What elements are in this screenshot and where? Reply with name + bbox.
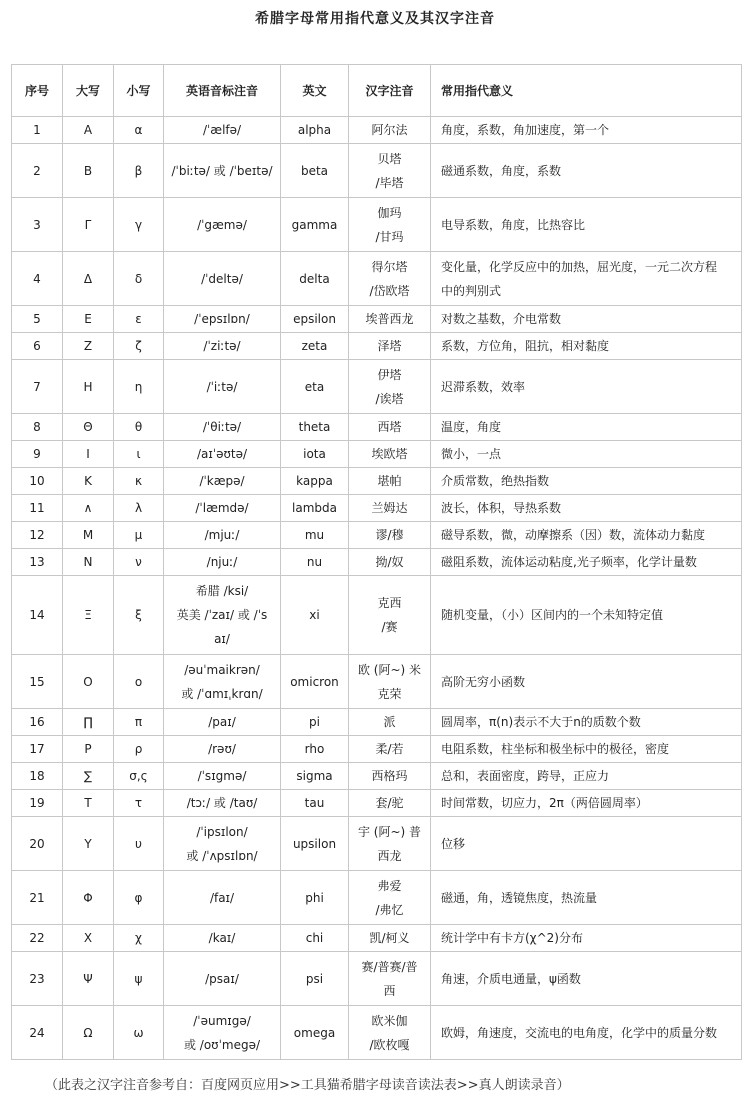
chinese-transcription-cell-line: 伽玛	[377, 205, 402, 220]
phonetic-cell	[164, 522, 281, 549]
uppercase-letter: Τ	[63, 790, 114, 817]
phonetic-cell-line: 英美 /ˈzaɪ/ 或 /ˈs	[176, 608, 268, 622]
lowercase-letter: κ	[114, 468, 164, 495]
meaning-cell-line: 圆周率，π(n)表示不大于n的质数个数	[441, 715, 641, 729]
row-index: 17	[12, 736, 63, 763]
lowercase-letter: θ	[114, 414, 164, 441]
header-common-meaning: 常用指代意义	[431, 65, 742, 117]
table-row	[12, 736, 742, 763]
phonetic-cell-line: /ˈziːtə/	[203, 339, 241, 353]
meaning-cell	[431, 441, 742, 468]
uppercase-letter: Ν	[63, 549, 114, 576]
meaning-cell	[431, 736, 742, 763]
phonetic-cell	[164, 144, 281, 198]
uppercase-letter: Ε	[63, 306, 114, 333]
phonetic-cell	[164, 817, 281, 871]
chinese-transcription-cell-line: 欧米伽	[371, 1013, 408, 1028]
uppercase-letter: Ζ	[63, 333, 114, 360]
meaning-cell-line: 系数，方位角，阻抗，相对黏度	[441, 339, 610, 353]
uppercase-letter: Ρ	[63, 736, 114, 763]
meaning-cell	[431, 871, 742, 925]
english-name: rho	[281, 736, 349, 763]
meaning-cell	[431, 495, 742, 522]
meaning-cell-line: 温度，角度	[441, 420, 502, 434]
lowercase-letter: η	[114, 360, 164, 414]
english-name: theta	[281, 414, 349, 441]
row-index: 7	[12, 360, 63, 414]
row-index: 14	[12, 576, 63, 655]
chinese-transcription-cell-line: 宇 (阿~) 普	[357, 824, 422, 839]
chinese-transcription-cell	[349, 763, 431, 790]
chinese-transcription-cell-line: 弗爱	[377, 878, 402, 893]
meaning-cell-line: 高阶无穷小函数	[441, 674, 526, 689]
phonetic-cell	[164, 549, 281, 576]
english-name: beta	[281, 144, 349, 198]
header-phonetic: 英语音标注音	[164, 65, 281, 117]
phonetic-cell	[164, 333, 281, 360]
chinese-transcription-cell	[349, 549, 431, 576]
english-name: xi	[281, 576, 349, 655]
lowercase-letter: ν	[114, 549, 164, 576]
phonetic-cell	[164, 414, 281, 441]
table-row	[12, 790, 742, 817]
table-row	[12, 414, 742, 441]
table-row	[12, 495, 742, 522]
uppercase-letter: ∏	[63, 709, 114, 736]
phonetic-cell	[164, 360, 281, 414]
chinese-transcription-cell-line: 欧 (阿~) 米	[357, 662, 422, 677]
lowercase-letter: ω	[114, 1006, 164, 1060]
phonetic-cell-line: /ˈθiːtə/	[202, 420, 242, 434]
chinese-transcription-cell-line: 套/驼	[375, 796, 404, 810]
phonetic-cell-line: 或 /oʊˈmegə/	[183, 1037, 261, 1052]
table-body	[12, 117, 742, 1060]
meaning-cell-line: 统计学中有卡方(χ^2)分布	[441, 931, 583, 945]
row-index: 23	[12, 952, 63, 1006]
table-row	[12, 198, 742, 252]
meaning-cell	[431, 1006, 742, 1060]
meaning-cell-line: 电导系数，角度，比热容比	[441, 217, 586, 232]
phonetic-cell-line: /ˈəumɪgə/	[193, 1013, 251, 1028]
phonetic-cell-line: /əuˈmaikrən/	[184, 662, 260, 677]
phonetic-cell	[164, 576, 281, 655]
row-index: 10	[12, 468, 63, 495]
phonetic-cell-line: 或 /ˈɑmɪˌkrɑn/	[181, 686, 263, 701]
uppercase-letter: Κ	[63, 468, 114, 495]
chinese-transcription-cell-line: 阿尔法	[371, 123, 408, 137]
uppercase-letter: Χ	[63, 925, 114, 952]
meaning-cell-line: 磁阻系数，流体运动粘度,光子频率，化学计量数	[441, 555, 697, 569]
chinese-transcription-cell	[349, 441, 431, 468]
table-row	[12, 441, 742, 468]
phonetic-cell-line: /ˈsɪgmə/	[197, 769, 247, 783]
meaning-cell	[431, 252, 742, 306]
row-index: 5	[12, 306, 63, 333]
phonetic-cell	[164, 1006, 281, 1060]
phonetic-cell-line: /njuː/	[206, 555, 238, 569]
table-header-row	[12, 65, 742, 117]
phonetic-cell-line: /ˈgæmə/	[197, 217, 247, 232]
phonetic-cell	[164, 198, 281, 252]
chinese-transcription-cell-line: 埃普西龙	[365, 312, 414, 326]
row-index: 8	[12, 414, 63, 441]
table-row	[12, 925, 742, 952]
row-index: 12	[12, 522, 63, 549]
english-name: upsilon	[281, 817, 349, 871]
chinese-transcription-cell	[349, 709, 431, 736]
lowercase-letter: ζ	[114, 333, 164, 360]
phonetic-cell-line: /kaɪ/	[208, 931, 236, 945]
header-english: 英文	[281, 65, 349, 117]
uppercase-letter: Ω	[63, 1006, 114, 1060]
chinese-transcription-cell-line: 赛/普赛/普	[361, 959, 418, 974]
meaning-cell	[431, 549, 742, 576]
meaning-cell	[431, 468, 742, 495]
phonetic-cell	[164, 495, 281, 522]
chinese-transcription-cell	[349, 522, 431, 549]
phonetic-cell	[164, 736, 281, 763]
uppercase-letter: ∑	[63, 763, 114, 790]
phonetic-cell-line: /tɔː/ 或 /taʊ/	[186, 796, 258, 810]
english-name: alpha	[281, 117, 349, 144]
lowercase-letter: β	[114, 144, 164, 198]
phonetic-cell-line: /ˈkæpə/	[199, 474, 245, 488]
uppercase-letter: Φ	[63, 871, 114, 925]
chinese-transcription-cell-line: 西	[383, 983, 396, 998]
chinese-transcription-cell	[349, 790, 431, 817]
table-row	[12, 306, 742, 333]
meaning-cell-line: 对数之基数，介电常数	[441, 312, 562, 326]
english-name: omega	[281, 1006, 349, 1060]
greek-alphabet-table	[11, 64, 742, 1060]
phonetic-cell	[164, 306, 281, 333]
meaning-cell	[431, 763, 742, 790]
meaning-cell	[431, 925, 742, 952]
row-index: 3	[12, 198, 63, 252]
meaning-cell	[431, 198, 742, 252]
meaning-cell	[431, 709, 742, 736]
english-name: epsilon	[281, 306, 349, 333]
english-name: eta	[281, 360, 349, 414]
chinese-transcription-cell-line: 兰姆达	[371, 501, 408, 515]
meaning-cell	[431, 817, 742, 871]
chinese-transcription-cell	[349, 117, 431, 144]
table-row	[12, 252, 742, 306]
phonetic-cell-line: /ˈepsɪlɒn/	[194, 312, 250, 326]
meaning-cell-line: 电阻系数，柱坐标和极坐标中的极径，密度	[441, 742, 670, 756]
lowercase-letter: μ	[114, 522, 164, 549]
header-uppercase: 大写	[63, 65, 114, 117]
chinese-transcription-cell	[349, 817, 431, 871]
phonetic-cell-line: /mjuː/	[204, 528, 240, 542]
chinese-transcription-cell-line: 伊塔	[377, 367, 402, 382]
table-row	[12, 549, 742, 576]
english-name: nu	[281, 549, 349, 576]
row-index: 20	[12, 817, 63, 871]
source-note: （此表之汉字注音参考自：百度网页应用>>工具猫希腊字母读音读法表>>真人朗读录音）	[45, 1078, 570, 1093]
lowercase-letter: ψ	[114, 952, 164, 1006]
meaning-cell	[431, 655, 742, 709]
meaning-cell-line: 位移	[441, 836, 466, 851]
header-index: 序号	[12, 65, 63, 117]
table-row	[12, 360, 742, 414]
chinese-transcription-cell-line: /赛	[381, 620, 398, 634]
lowercase-letter: χ	[114, 925, 164, 952]
chinese-transcription-cell-line: 泽塔	[377, 339, 402, 353]
uppercase-letter: ∧	[63, 495, 114, 522]
meaning-cell	[431, 952, 742, 1006]
english-name: sigma	[281, 763, 349, 790]
meaning-cell	[431, 790, 742, 817]
lowercase-letter: ο	[114, 655, 164, 709]
chinese-transcription-cell	[349, 925, 431, 952]
meaning-cell-line: 时间常数，切应力，2π（两倍圆周率）	[441, 796, 648, 810]
table-row	[12, 655, 742, 709]
uppercase-letter: Γ	[63, 198, 114, 252]
phonetic-cell	[164, 117, 281, 144]
meaning-cell	[431, 414, 742, 441]
table-row	[12, 144, 742, 198]
phonetic-cell	[164, 655, 281, 709]
chinese-transcription-cell	[349, 360, 431, 414]
chinese-transcription-cell-line: /毕塔	[375, 175, 404, 190]
chinese-transcription-cell	[349, 736, 431, 763]
meaning-cell-line: 波长，体积，导热系数	[441, 501, 562, 515]
phonetic-cell	[164, 252, 281, 306]
phonetic-cell-line: /paɪ/	[208, 715, 236, 729]
lowercase-letter: π	[114, 709, 164, 736]
chinese-transcription-cell	[349, 655, 431, 709]
english-name: iota	[281, 441, 349, 468]
row-index: 2	[12, 144, 63, 198]
row-index: 19	[12, 790, 63, 817]
english-name: phi	[281, 871, 349, 925]
meaning-cell	[431, 576, 742, 655]
lowercase-letter: γ	[114, 198, 164, 252]
table-row	[12, 333, 742, 360]
phonetic-cell-line: /aɪˈəʊtə/	[196, 447, 248, 461]
meaning-cell-line: 磁导系数，微，动摩擦系（因）数，流体动力黏度	[441, 528, 706, 542]
table-row	[12, 1006, 742, 1060]
table-row	[12, 117, 742, 144]
phonetic-cell-line: /ˈiːtə/	[206, 379, 238, 394]
meaning-cell-line: 迟滞系数，效率	[441, 379, 526, 394]
chinese-transcription-cell-line: 克西	[377, 596, 402, 610]
chinese-transcription-cell	[349, 952, 431, 1006]
header-lowercase: 小写	[114, 65, 164, 117]
phonetic-cell-line: /faɪ/	[209, 890, 235, 905]
lowercase-letter: ξ	[114, 576, 164, 655]
phonetic-cell-line: aɪ/	[214, 632, 230, 646]
table-row	[12, 576, 742, 655]
row-index: 1	[12, 117, 63, 144]
chinese-transcription-cell-line: 谬/穆	[375, 528, 404, 542]
uppercase-letter: Ξ	[63, 576, 114, 655]
meaning-cell-line: 中的判别式	[441, 283, 502, 298]
chinese-transcription-cell-line: 得尔塔	[371, 259, 408, 274]
meaning-cell-line: 变化量，化学反应中的加热，屈光度，一元二次方程	[441, 259, 718, 274]
uppercase-letter: Θ	[63, 414, 114, 441]
uppercase-letter: Ψ	[63, 952, 114, 1006]
lowercase-letter: δ	[114, 252, 164, 306]
phonetic-cell-line: /ˈdeltə/	[201, 271, 243, 286]
english-name: chi	[281, 925, 349, 952]
table-row	[12, 468, 742, 495]
uppercase-letter: Δ	[63, 252, 114, 306]
meaning-cell-line: 介质常数，绝热指数	[441, 474, 550, 488]
uppercase-letter: Α	[63, 117, 114, 144]
table-row	[12, 709, 742, 736]
phonetic-cell	[164, 468, 281, 495]
chinese-transcription-cell-line: 西塔	[377, 420, 402, 434]
uppercase-letter: Υ	[63, 817, 114, 871]
chinese-transcription-cell	[349, 252, 431, 306]
row-index: 6	[12, 333, 63, 360]
chinese-transcription-cell	[349, 495, 431, 522]
chinese-transcription-cell-line: 埃欧塔	[371, 447, 408, 461]
table-row	[12, 952, 742, 1006]
chinese-transcription-cell	[349, 333, 431, 360]
meaning-cell-line: 总和，表面密度，跨导，正应力	[441, 769, 610, 783]
chinese-transcription-cell	[349, 468, 431, 495]
english-name: psi	[281, 952, 349, 1006]
english-name: mu	[281, 522, 349, 549]
meaning-cell	[431, 333, 742, 360]
row-index: 15	[12, 655, 63, 709]
chinese-transcription-cell-line: /岱欧塔	[369, 283, 410, 298]
phonetic-cell-line: /rəʊ/	[208, 742, 236, 756]
lowercase-letter: ρ	[114, 736, 164, 763]
meaning-cell	[431, 117, 742, 144]
meaning-cell	[431, 306, 742, 333]
chinese-transcription-cell-line: 堪帕	[377, 474, 402, 488]
english-name: lambda	[281, 495, 349, 522]
meaning-cell	[431, 360, 742, 414]
english-name: delta	[281, 252, 349, 306]
uppercase-letter: Β	[63, 144, 114, 198]
chinese-transcription-cell-line: 柔/若	[375, 742, 404, 756]
table-row	[12, 522, 742, 549]
row-index: 4	[12, 252, 63, 306]
chinese-transcription-cell-line: /欧枚嘎	[369, 1037, 410, 1052]
lowercase-letter: σ,ς	[114, 763, 164, 790]
row-index: 9	[12, 441, 63, 468]
lowercase-letter: ι	[114, 441, 164, 468]
row-index: 11	[12, 495, 63, 522]
row-index: 22	[12, 925, 63, 952]
chinese-transcription-cell-line: 凯/柯义	[369, 931, 410, 945]
uppercase-letter: Ι	[63, 441, 114, 468]
lowercase-letter: τ	[114, 790, 164, 817]
phonetic-cell-line: /ˈipsɪlon/	[196, 824, 248, 839]
english-name: zeta	[281, 333, 349, 360]
phonetic-cell-line: 或 /ˈʌpsɪlɒn/	[186, 848, 258, 863]
chinese-transcription-cell-line: /弗忆	[375, 902, 404, 917]
english-name: kappa	[281, 468, 349, 495]
table-row	[12, 817, 742, 871]
phonetic-cell-line: 希腊 /ksi/	[195, 584, 249, 598]
phonetic-cell	[164, 709, 281, 736]
meaning-cell-line: 磁通，角，透镜焦度，热流量	[441, 890, 598, 905]
chinese-transcription-cell-line: 贝塔	[377, 151, 402, 166]
meaning-cell-line: 随机变量，（小）区间内的一个未知特定值	[441, 608, 664, 622]
phonetic-cell	[164, 952, 281, 1006]
phonetic-cell	[164, 763, 281, 790]
row-index: 16	[12, 709, 63, 736]
phonetic-cell	[164, 441, 281, 468]
chinese-transcription-cell	[349, 414, 431, 441]
meaning-cell-line: 角度，系数，角加速度，第一个	[441, 123, 610, 137]
chinese-transcription-cell-line: 派	[383, 715, 396, 729]
phonetic-cell-line: /ˈælfə/	[202, 123, 242, 137]
meaning-cell	[431, 522, 742, 549]
english-name: gamma	[281, 198, 349, 252]
lowercase-letter: α	[114, 117, 164, 144]
uppercase-letter: Η	[63, 360, 114, 414]
chinese-transcription-cell	[349, 306, 431, 333]
meaning-cell-line: 磁通系数，角度，系数	[441, 163, 562, 178]
row-index: 18	[12, 763, 63, 790]
chinese-transcription-cell	[349, 144, 431, 198]
table-row	[12, 763, 742, 790]
meaning-cell-line: 角速，介质电通量，ψ函数	[441, 971, 581, 986]
phonetic-cell-line: /ˈlæmdə/	[195, 501, 249, 515]
phonetic-cell	[164, 871, 281, 925]
chinese-transcription-cell-line: 西龙	[377, 848, 402, 863]
chinese-transcription-cell	[349, 198, 431, 252]
english-name: pi	[281, 709, 349, 736]
chinese-transcription-cell-line: 拗/奴	[375, 555, 404, 569]
chinese-transcription-cell-line: 西格玛	[371, 769, 408, 783]
row-index: 13	[12, 549, 63, 576]
row-index: 24	[12, 1006, 63, 1060]
page-title: 希腊字母常用指代意义及其汉字注音	[255, 11, 495, 27]
table-row	[12, 871, 742, 925]
lowercase-letter: ε	[114, 306, 164, 333]
chinese-transcription-cell	[349, 871, 431, 925]
chinese-transcription-cell-line: /诶塔	[375, 391, 404, 406]
chinese-transcription-cell-line: 克荣	[377, 686, 402, 701]
phonetic-cell	[164, 925, 281, 952]
header-chinese-transcription: 汉字注音	[349, 65, 431, 117]
chinese-transcription-cell-line: /甘玛	[375, 229, 404, 244]
chinese-transcription-cell	[349, 1006, 431, 1060]
uppercase-letter: Ο	[63, 655, 114, 709]
lowercase-letter: υ	[114, 817, 164, 871]
lowercase-letter: λ	[114, 495, 164, 522]
meaning-cell	[431, 144, 742, 198]
english-name: omicron	[281, 655, 349, 709]
meaning-cell-line: 微小，一点	[441, 447, 502, 461]
phonetic-cell-line: /ˈbiːtə/ 或 /ˈbeɪtə/	[171, 163, 273, 178]
phonetic-cell	[164, 790, 281, 817]
phonetic-cell-line: /psaɪ/	[205, 971, 239, 986]
english-name: tau	[281, 790, 349, 817]
chinese-transcription-cell	[349, 576, 431, 655]
uppercase-letter: Μ	[63, 522, 114, 549]
row-index: 21	[12, 871, 63, 925]
meaning-cell-line: 欧姆，角速度，交流电的电角度，化学中的质量分数	[441, 1025, 718, 1040]
lowercase-letter: φ	[114, 871, 164, 925]
